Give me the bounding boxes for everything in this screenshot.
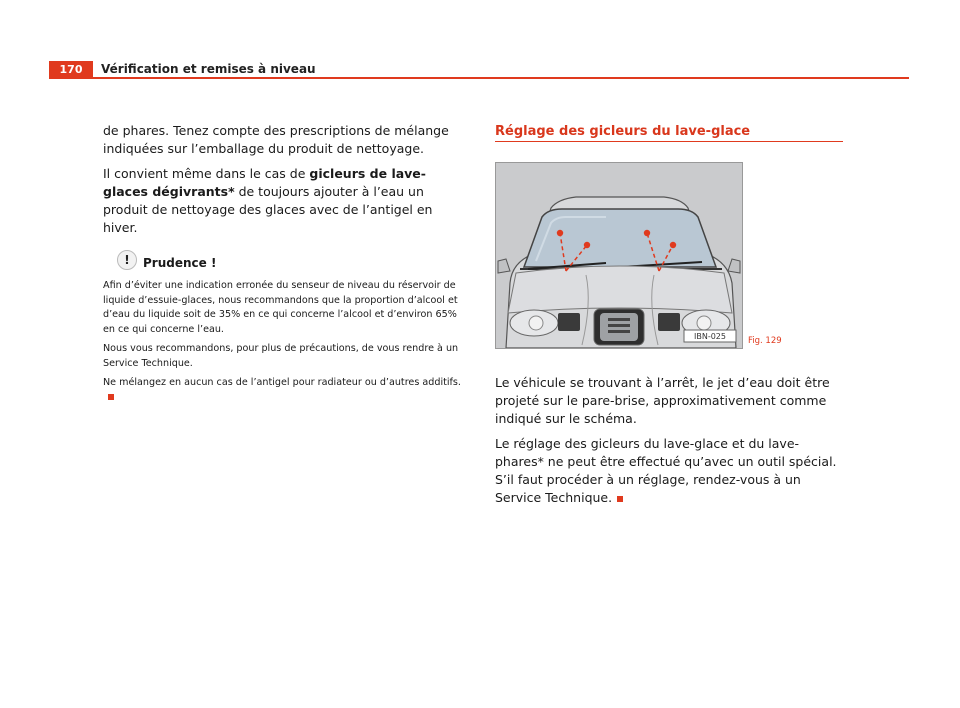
- warning-text-1: Afin d’éviter une indication erronée du senseur de niveau du réservoir de liquide d’essuie-glaces, nous recommandons que la proportion d’alcool et d’eau du liquide soit de 35% en ce qui concerne l’alcool et d’environ 65% en ce qui concerne l’eau.: [103, 280, 458, 335]
- warning-heading: [103, 253, 463, 273]
- paragraph-2-pre: Il convient même dans le cas de: [103, 166, 310, 181]
- car-windshield-illustration: [496, 163, 742, 348]
- warning-icon: !: [117, 250, 137, 270]
- paragraph-2-bold: gicleurs de lave-glaces dégivrants*: [103, 166, 426, 199]
- right-paragraph-1: Le véhicule se trouvant à l’arrêt, le jet d’eau doit être projeté sur le pare-brise, approximativement comme indiqué sur le schéma.: [495, 375, 830, 426]
- figure-code: IBN-025: [694, 332, 726, 341]
- right-paragraph-2-body: Le réglage des gicleurs du lave-glace et du lave-phares* ne peut être effectué qu’avec un outil spécial. S’il faut procéder à un réglage, rendez-vous à un Service Technique.: [495, 436, 837, 505]
- warning-text-2: Nous vous recommandons, pour plus de précautions, de vous rendre à un Service Technique.: [103, 343, 459, 369]
- figure-label: Fig. 129: [748, 336, 782, 346]
- left-column: [103, 122, 463, 410]
- warning-text-3-body: Ne mélangez en aucun cas de l’antigel pour radiateur ou d’autres additifs.: [103, 377, 461, 388]
- figure-129: [495, 162, 743, 349]
- warning-title: Prudence !: [143, 256, 217, 270]
- end-mark-icon: [108, 394, 114, 400]
- right-column: [495, 374, 845, 514]
- section-title: Réglage des gicleurs du lave-glace: [495, 124, 751, 139]
- warning-text-3: [103, 376, 463, 405]
- header-title: Vérification et remises à niveau: [101, 62, 316, 76]
- paragraph-2-post: de toujours ajouter à l’eau un produit de nettoyage des glaces avec de l’antigel en hiver.: [103, 184, 433, 235]
- header-rule: [49, 77, 909, 79]
- page-number: 170: [49, 61, 93, 78]
- paragraph-2: [103, 165, 463, 237]
- right-paragraph-2: [495, 435, 845, 507]
- section-rule: [495, 141, 843, 142]
- paragraph-1: de phares. Tenez compte des prescriptions de mélange indiquées sur l’emballage du produit de nettoyage.: [103, 123, 449, 156]
- end-mark-icon: [617, 496, 623, 502]
